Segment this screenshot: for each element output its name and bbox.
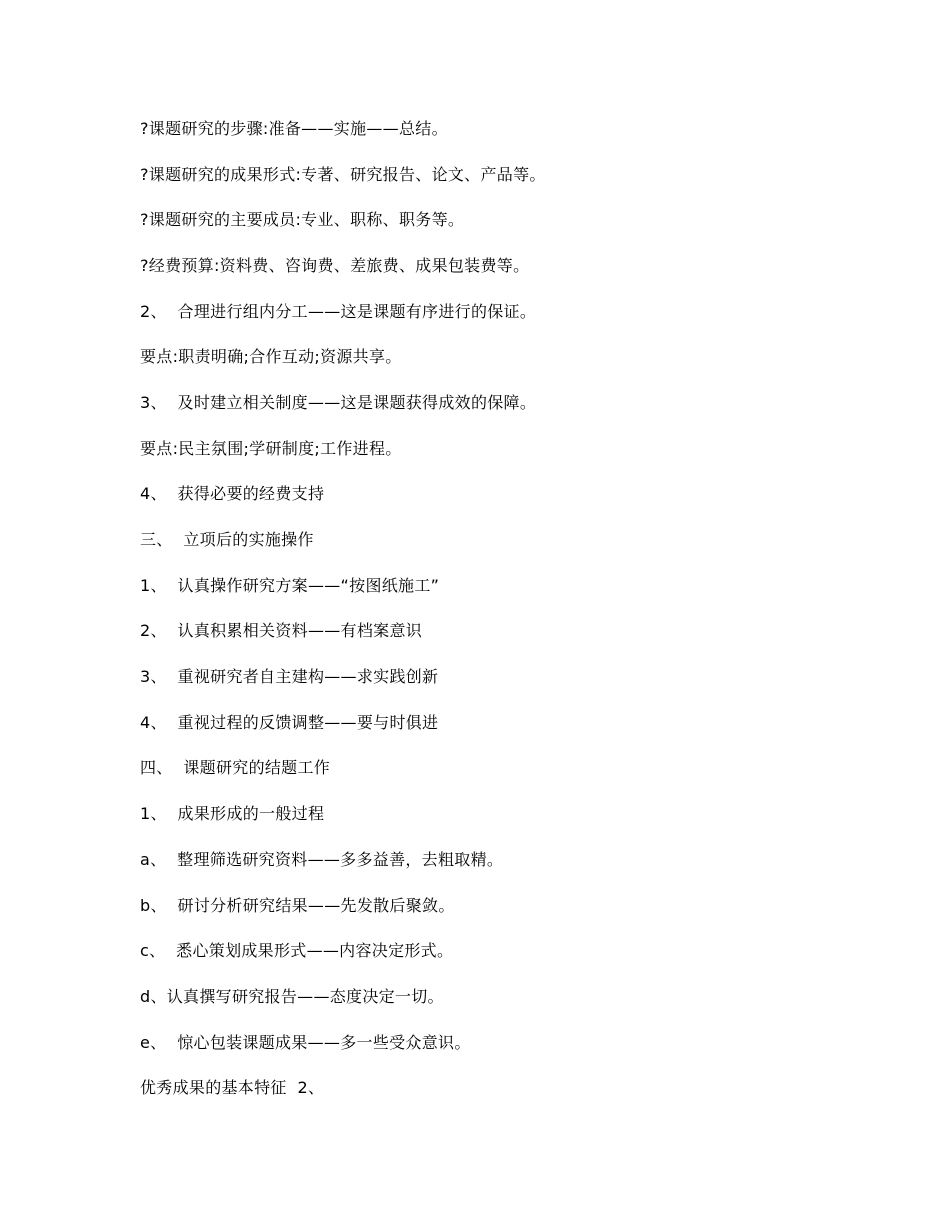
text-line-12: 2、 认真积累相关资料——有档案意识 [140,621,423,640]
text-line-17: a、 整理筛选研究资料——多多益善，去粗取精。 [140,850,504,869]
text-line-16: 1、 成果形成的一般过程 [140,804,325,823]
text-line-11: 1、 认真操作研究方案——“按图纸施工” [140,576,440,595]
text-line-2: ?课题研究的成果形式:专著、研究报告、论文、产品等。 [140,165,546,184]
text-line-22: 优秀成果的基本特征 2、 [140,1078,325,1097]
text-line-4: ?经费预算:资料费、咨询费、差旅费、成果包装费等。 [140,256,530,275]
text-line-9: 4、 获得必要的经费支持 [140,484,325,503]
text-line-6: 要点:职责明确;合作互动;资源共享。 [140,347,402,366]
text-line-3: ?课题研究的主要成员:专业、职称、职务等。 [140,210,465,229]
text-line-13: 3、 重视研究者自主建构——求实践创新 [140,667,439,686]
section-heading-3: 三、 立项后的实施操作 [140,530,314,549]
text-line-5: 2、 合理进行组内分工——这是课题有序进行的保证。 [140,302,537,321]
text-line-21: e、 惊心包装课题成果——多一些受众意识。 [140,1033,471,1052]
text-line-8: 要点:民主氛围;学研制度;工作进程。 [140,439,402,458]
text-line-19: c、 悉心策划成果形式——内容决定形式。 [140,941,454,960]
text-line-18: b、 研讨分析研究结果——先发散后聚敛。 [140,896,455,915]
text-line-20: d、认真撰写研究报告——态度决定一切。 [140,987,444,1006]
text-line-1: ?课题研究的步骤:准备——实施——总结。 [140,119,448,138]
text-line-14: 4、 重视过程的反馈调整——要与时俱进 [140,713,439,732]
section-heading-4: 四、 课题研究的结题工作 [140,758,331,777]
text-line-7: 3、 及时建立相关制度——这是课题获得成效的保障。 [140,393,537,412]
